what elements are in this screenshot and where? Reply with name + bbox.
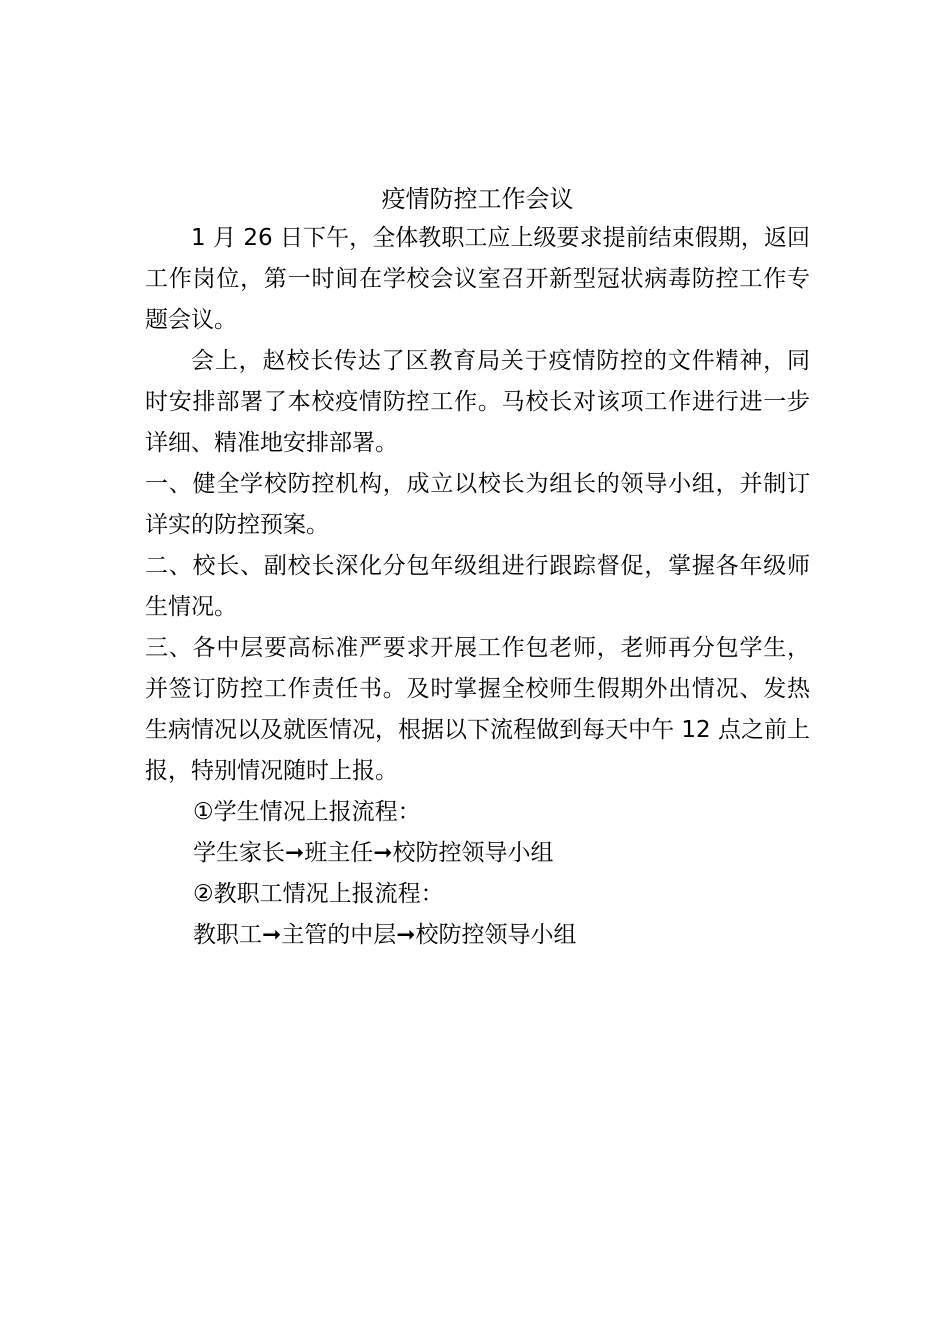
- student-flow-steps: 学生家长➞班主任➞校防控领导小组: [193, 840, 554, 866]
- paragraph-meeting-content: 会上，赵校长传达了区教育局关于疫情防控的文件精神，同时安排部署了本校疫情防控工作。马校长对该项工作进行进一步详细、精准地安排部署。: [145, 348, 810, 456]
- list-item-1: 一、健全学校防控机构，成立以校长为组长的领导小组，并制订详实的防控预案。: [145, 471, 810, 538]
- student-flow-heading: ①学生情况上报流程：: [193, 799, 421, 825]
- paragraph-meeting-intro: 1 月 26 日下午，全体教职工应上级要求提前结束假期，返回工作岗位，第一时间在学校会议室召开新型冠状病毒防控工作专题会议。: [145, 225, 810, 333]
- staff-flow-steps: 教职工➞主管的中层➞校防控领导小组: [193, 922, 577, 948]
- staff-flow-heading: ②教职工情况上报流程：: [193, 881, 444, 907]
- document-body: [145, 180, 810, 956]
- list-item-3: 三、各中层要高标准严要求开展工作包老师，老师再分包学生，并签订防控工作责任书。及时掌握全校师生假期外出情况、发热生病情况以及就医情况，根据以下流程做到每天中午 12 点之前上报，特别情况随时上报。: [145, 635, 810, 784]
- document-title: 疫情防控工作会议: [381, 185, 574, 213]
- list-item-2: 二、校长、副校长深化分包年级组进行跟踪督促，掌握各年级师生情况。: [145, 553, 810, 620]
